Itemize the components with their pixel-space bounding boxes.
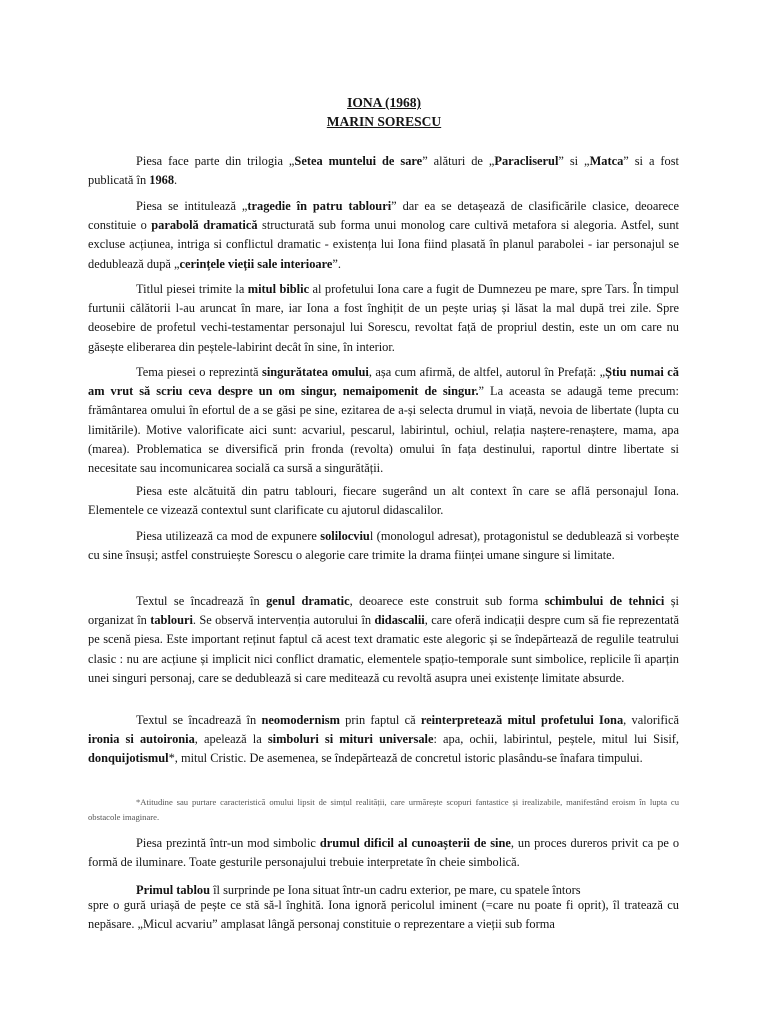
paragraph-soliloquy: Piesa utilizează ca mod de expunere solilocviul (monologul adresat), protagonistul se dedublează si vorbește cu sine însuși; astfel construiește Sorescu o alegorie care trimite la drama ființei umane singure si limitate. — [88, 529, 679, 563]
paragraph-theme: Tema piesei o reprezintă singurătatea omului, așa cum afirmă, de altfel, autorul în Prefață: „Știu numai că am vrut să scriu ceva despre un om singur, nemaipomenit de singur.” La aceasta se adaugă teme precum: frământarea omului în efortul de a se găsi pe sine, ezitarea de a-și selecta drumul in viață, nevoia de libertate (lupta cu limitările). Motive valorificate aici sunt: acvariul, pescarul, labirintul, ochiul, relația naștere-renaștere, mama, apa (marea). Problematica se diversifică prin fronda (revolta) omului în fața destinului, raportul dintre libertate si necesitate sau incomunicarea socială ca sursă a singurătății. — [88, 365, 679, 476]
paragraph-trilogy: Piesa face parte din trilogia „Setea muntelui de sare” alături de „Paracliserul” si „Matca” si a fost publicată în 1968. — [88, 154, 679, 188]
paragraph-dramatic-genre: Textul se încadrează în genul dramatic, deoarece este construit sub forma schimbului de tehnici și organizat în tablouri. Se observă intervenția autorului în didascalii, care oferă indicații despre cum să fie reprezentată pe scenă piesa. Este important reținut faptul că acest text dramatic este alegoric și se îndepărtează de regulile teatrului clasic : nu are acțiune și implicit nici conflict dramatic, elementele spațio-temporale sunt simbolice, replicile îi aparțin unei singuri personaj, care se dedublează si care meditează cu revoltă asupra unei existențe limitate absurde. — [88, 594, 679, 685]
paragraph-title-myth: Titlul piesei trimite la mitul biblic al profetului Iona care a fugit de Dumnezeu pe mare, spre Tars. În timpul furtunii călătorii l-au aruncat în mare, iar Iona a fost înghițit de un pește uriaș și lăsat la mal după trei zile. Spre deosebire de profetul vechi-testamentar personajul lui Sorescu, revoltat față de propriul destin, este un om care nu găsește eliberarea din peștele-labirint decât în sine, în interior. — [88, 282, 679, 354]
document-author: MARIN SORESCU — [326, 114, 442, 129]
paragraph-genre: Piesa se intitulează „tragedie în patru tablouri” dar ea se detașează de clasificările clasice, deoarece constituie o parabolă dramatică structurată sub forma unui monolog care cultivă metafora si alegoria. Astfel, sunt excluse acțiunea, intriga si conflictul dramatic - existența lui Iona fiind plasată în planul parabolei - iar personajul se dedublează după „cerințele vieții sale interioare”. — [88, 199, 679, 271]
paragraph-neomodernism: Textul se încadrează în neomodernism prin faptul că reinterpretează mitul profetului Iona, valorifică ironia si autoironia, apelează la simboluri si mituri universale: apa, ochii, labirintul, peștele, mitul lui Sisif, donquijotismul*, mitul Cristic. De asemenea, se îndepărtează de concretul istoric plasându-se înafara timpului. — [88, 713, 680, 766]
paragraph-first-tableau-continuation: spre o gură uriașă de pește ce stă să-l înghită. Iona ignoră pericolul iminent (=care nu poate fi oprit), îl tratează cu nepăsare. „Micul acvariu” amplasat lângă personaj constituie o reprezentare a vieții sub forma — [88, 898, 679, 931]
paragraph-structure: Piesa este alcătuită din patru tablouri, fiecare sugerând un alt context în care se află personajul Iona. Elementele ce vizează contextul sunt clarificate cu ajutorul didascalilor. — [88, 484, 679, 518]
footnote: *Atitudine sau purtare caracteristică omului lipsit de simțul realității, care urmărește scopuri fantastice și irealizabile, manifestând eroism în lupta cu obstacole imaginare. — [88, 797, 679, 822]
paragraph-self-knowledge: Piesa prezintă într-un mod simbolic drumul dificil al cunoașterii de sine, un proces dureros privit ca pe o formă de iluminare. Toate gesturile personajului trebuie interpretate în cheie simbolică. — [88, 836, 680, 870]
paragraph-first-tableau-first-line: Primul tablou îl surprinde pe Iona situat într-un cadru exterior, pe mare, cu spatele întors — [136, 883, 581, 897]
document-title: IONA (1968) — [347, 95, 421, 110]
